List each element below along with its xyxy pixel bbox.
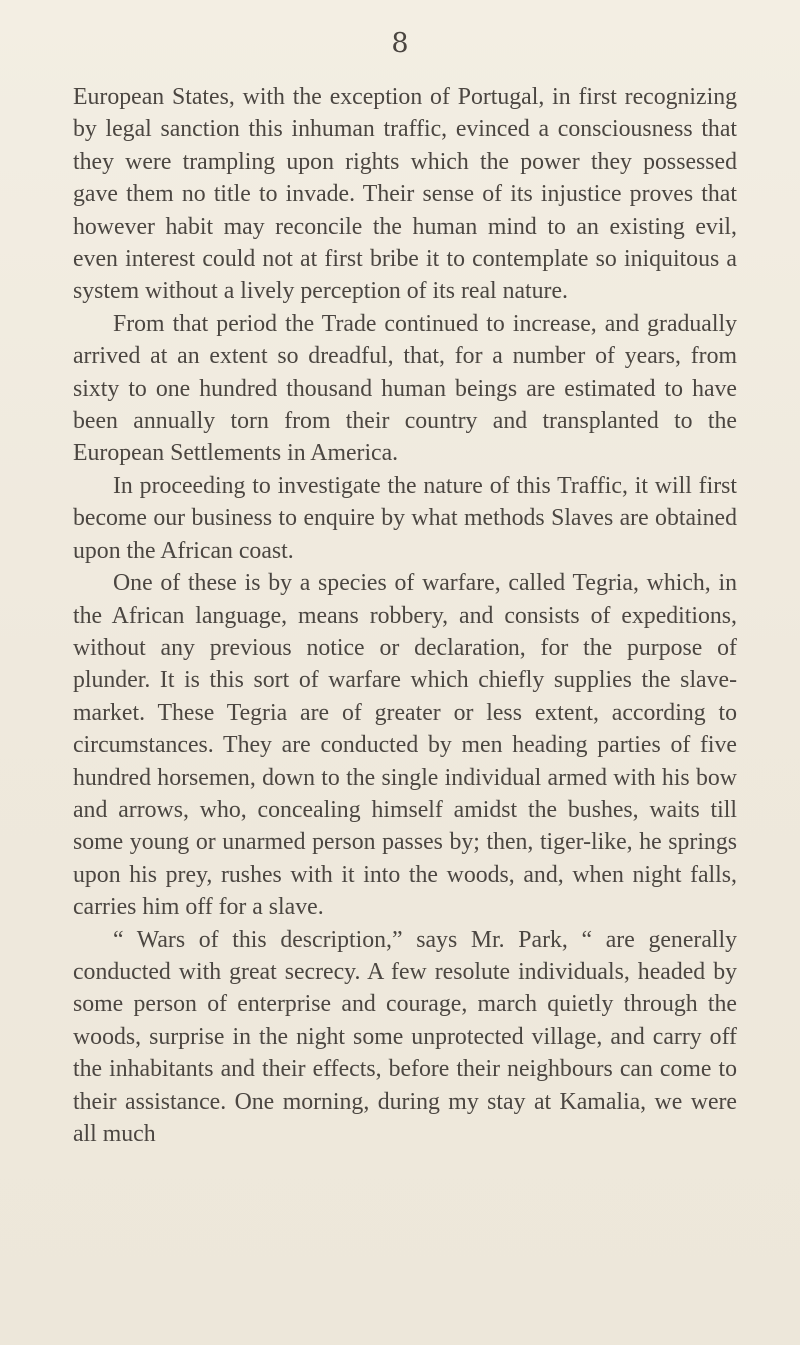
- paragraph-2: From that period the Trade continued to increase, and gradually arrived at an extent so dreadful, that, for a number of years, from sixty to one hundred thousand human beings are estimated to have been annually torn from their country and transplanted to the European Settlements in America.: [73, 310, 737, 467]
- paragraph-3: In proceeding to investigate the nature of this Traffic, it will first become our business to enquire by what methods Slaves are obtained upon the African coast.: [73, 472, 737, 564]
- paragraph-1: European States, with the exception of Portugal, in first recognizing by legal sanction this inhuman traffic, evinced a consciousness that they were trampling upon rights which the power they possessed gave them no title to invade. Their sense of its injustice proves that however habit may reconcile the human mind to an existing evil, even interest could not at first bribe it to contemplate so iniquitous a system without a lively perception of its real nature.: [73, 84, 737, 305]
- paragraph-5: “ Wars of this description,” says Mr. Park, “ are generally conducted with great secrecy. A few resolute individuals, headed by some person of enterprise and courage, march quietly through the woods, surprise in the night some unprotected village, and carry off the inhabitants and their effects, before their neighbours can come to their assistance. One morning, during my stay at Kamalia, we were all much: [73, 926, 737, 1147]
- body-text: [73, 81, 737, 1150]
- page-number: 8: [391, 28, 409, 59]
- paragraph-4: One of these is by a species of warfare, called Tegria, which, in the African language, means robbery, and consists of expeditions, without any previous notice or declaration, for the purpose of plunder. It is this sort of warfare which chiefly supplies the slave-market. These Tegria are of greater or less extent, according to circumstances. They are conducted by men heading parties of five hundred horsemen, down to the single individual armed with his bow and arrows, who, concealing himself amidst the bushes, waits till some young or unarmed person passes by; then, tiger-like, he springs upon his prey, rushes with it into the woods, and, when night falls, carries him off for a slave.: [73, 570, 737, 921]
